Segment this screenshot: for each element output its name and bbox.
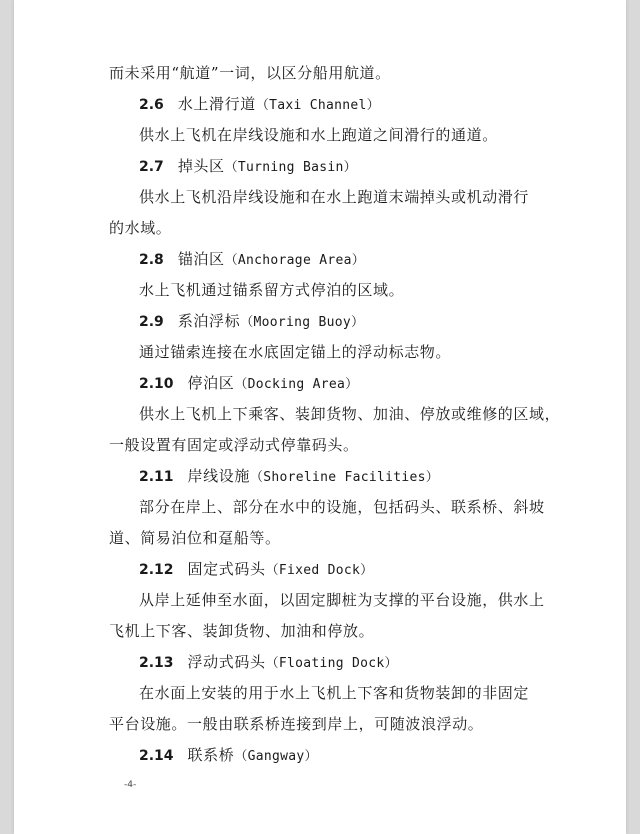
section-title-en: （Docking Area） (234, 377, 359, 392)
section-title-en: （Fixed Dock） (265, 563, 374, 578)
body-line: 供水上飞机在岸线设施和水上跑道之间滑行的通道。 (139, 126, 498, 144)
section-heading (139, 372, 358, 393)
body-line: 平台设施。一般由联系桥连接到岸上，可随波浪浮动。 (109, 715, 484, 733)
body-line: 一般设置有固定或浮动式停靠码头。 (109, 436, 359, 454)
section-number: 2.13 (139, 655, 174, 671)
section-title: 联系桥 (187, 746, 235, 764)
section-title-en: （Floating Dock） (265, 656, 398, 671)
section-title: 掉头区 (177, 157, 225, 175)
section-title-en: （Turning Basin） (224, 160, 357, 175)
section-heading (139, 310, 364, 331)
section-title: 固定式码头 (187, 560, 266, 578)
section-heading (139, 558, 373, 579)
section-title-en: （Mooring Buoy） (240, 315, 365, 330)
body-line: 道、简易泊位和趸船等。 (109, 529, 281, 547)
section-number: 2.9 (139, 314, 164, 330)
body-line: 从岸上延伸至水面，以固定脚桩为支撑的平台设施，供水上 (139, 591, 545, 609)
section-title: 浮动式码头 (187, 653, 266, 671)
body-line: 而未采用“航道”一词，以区分船用航道。 (109, 64, 391, 82)
section-number: 2.11 (139, 469, 174, 485)
body-line: 在水面上安装的用于水上飞机上下客和货物装卸的非固定 (139, 684, 530, 702)
section-heading (139, 651, 398, 672)
section-heading (139, 93, 380, 114)
section-title-en: （Anchorage Area） (224, 253, 365, 268)
section-title-en: （Shoreline Facilities） (249, 470, 440, 485)
body-line: 部分在岸上、部分在水中的设施，包括码头、联系桥、斜坡 (139, 498, 545, 516)
section-heading (139, 248, 365, 269)
section-title: 停泊区 (187, 374, 235, 392)
body-line: 供水上飞机沿岸线设施和在水上跑道末端掉头或机动滑行 (139, 188, 530, 206)
section-title: 水上滑行道 (177, 95, 256, 113)
body-line: 飞机上下客、装卸货物、加油和停放。 (109, 622, 375, 640)
section-number: 2.8 (139, 252, 164, 268)
body-line: 供水上飞机上下乘客、装卸货物、加油、停放或维修的区域， (139, 405, 561, 423)
section-heading (139, 744, 318, 765)
section-heading (139, 155, 357, 176)
section-title-en: （Gangway） (234, 749, 318, 764)
section-title: 系泊浮标 (177, 312, 241, 330)
section-heading (139, 465, 439, 486)
section-number: 2.12 (139, 562, 174, 578)
section-title: 锚泊区 (177, 250, 225, 268)
body-line: 通过锚索连接在水底固定锚上的浮动标志物。 (139, 343, 452, 361)
page-number: -4- (124, 780, 137, 790)
section-number: 2.6 (139, 97, 164, 113)
section-title: 岸线设施 (187, 467, 250, 485)
body-line: 水上飞机通过锚系留方式停泊的区域。 (139, 281, 405, 299)
section-title-en: （Taxi Channel） (255, 98, 380, 113)
body-line: 的水域。 (109, 219, 172, 237)
section-number: 2.10 (139, 376, 174, 392)
document-page (14, 0, 626, 834)
section-number: 2.7 (139, 159, 164, 175)
section-number: 2.14 (139, 748, 174, 764)
